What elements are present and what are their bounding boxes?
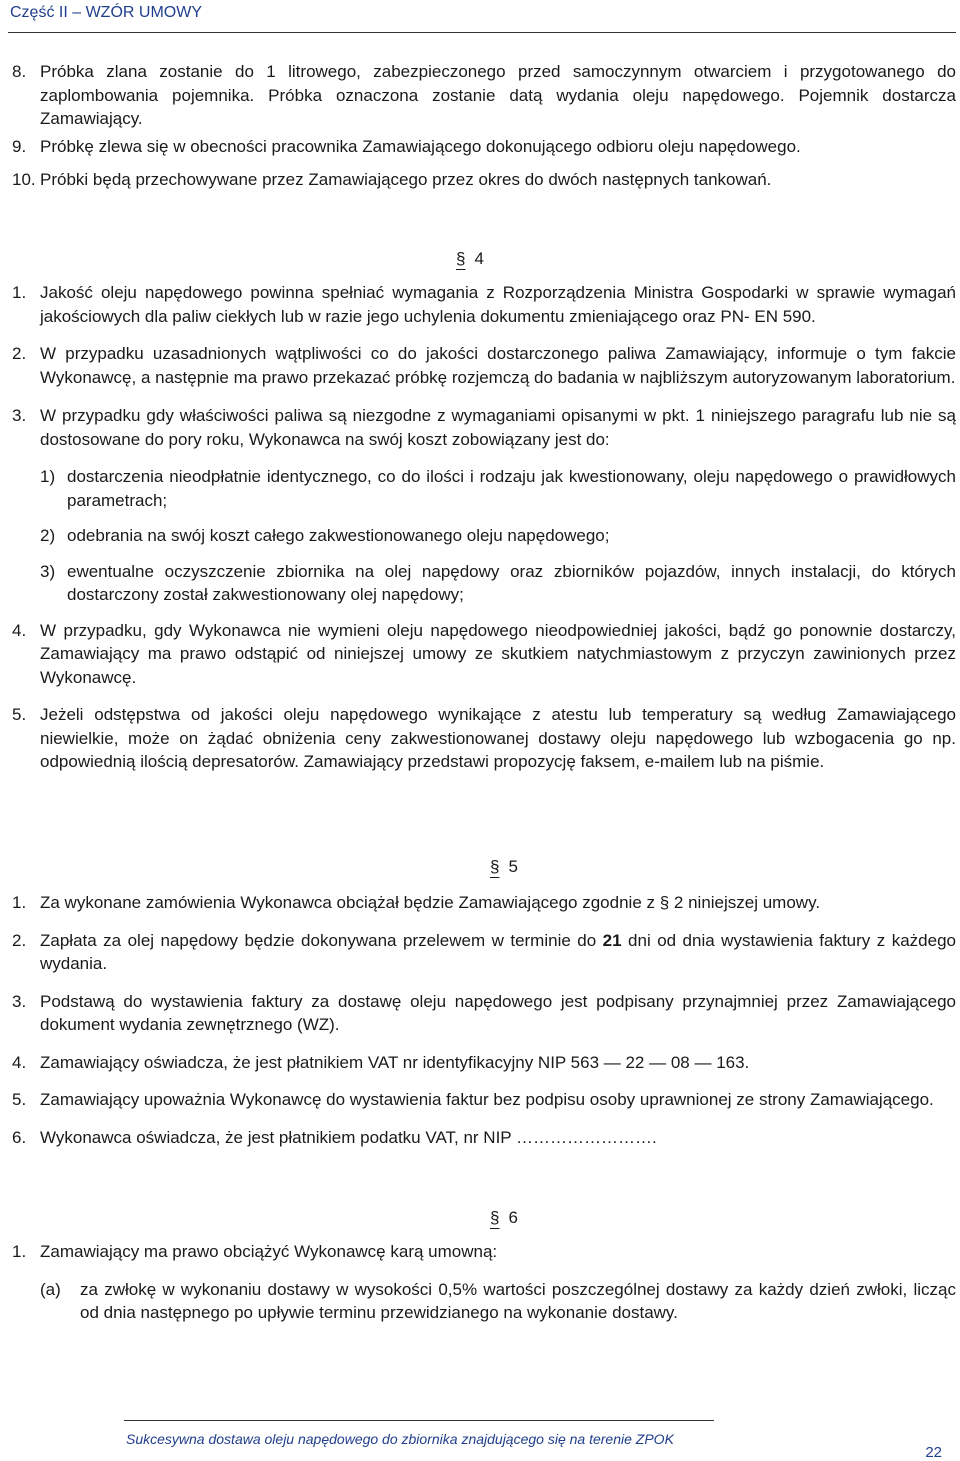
- list-item: [0, 60, 960, 131]
- header-divider: [8, 32, 956, 33]
- item-text: Wykonawca oświadcza, że jest płatnikiem podatku VAT, nr NIP …………………….: [40, 1127, 657, 1147]
- list-item: [0, 342, 960, 389]
- section-number: 4: [474, 249, 484, 268]
- item-number: 4.: [12, 620, 27, 640]
- item-text: Za wykonane zamówienia Wykonawca obciążał będzie Zamawiającego zgodnie z § 2 niniejszej umowy.: [40, 893, 821, 912]
- item-number: 5.: [12, 1090, 27, 1109]
- list-item: [0, 135, 960, 159]
- item-text: Jeżeli odstępstwa od jakości oleju napędowego wynikające z atestu lub temperatury są według Zamawiającego niewielkie, może on żądać obniżenia ceny zakwestionowanej dostawy oleju napędowego lub wzbogacenia go np. odpowiednią ilością depresatorów. Zamawiający przedstawi propozycję faksem, e-mailem lub na piśmie.: [40, 705, 956, 771]
- sub-list-item: [0, 524, 960, 548]
- payment-days: 21: [602, 930, 622, 950]
- list-item: [0, 404, 960, 451]
- item-text: za zwłokę w wykonaniu dostawy w wysokości 0,5% wartości poszczególnej dostawy za każdy dzień zwłoki, licząc od dnia następnego po upływie terminu przewidzianego na wykonanie dostawy.: [80, 1279, 956, 1322]
- item-number: 2): [40, 526, 56, 545]
- list-item: [0, 281, 960, 328]
- footer-divider: [124, 1420, 714, 1421]
- item-text: W przypadku, gdy Wykonawca nie wymieni oleju napędowego nieodpowiedniej jakości, bądź go ponownie dostarczy, Zamawiający ma prawo odstąpić od niniejszej umowy ze skutkiem natychmiastowym z przyczyn zawinionych przez Wykonawcę.: [40, 620, 956, 687]
- paragraph-sign: §: [456, 249, 466, 268]
- item-text: W przypadku gdy właściwości paliwa są niezgodne z wymaganiami opisanymi w pkt. 1 niniejszego paragrafu lub nie są dostosowane do pory roku, Wykonawca na swój koszt zobowiązany jest do:: [40, 406, 956, 449]
- item-number: 9.: [12, 136, 27, 156]
- item-number: 2.: [12, 930, 27, 950]
- item-number: 1.: [12, 283, 27, 302]
- section-heading-4: [456, 248, 484, 270]
- item-number: 1.: [12, 1242, 27, 1261]
- item-text: dni od dnia wystawienia faktury z każdego wydania.: [40, 930, 956, 973]
- section-heading-6: [490, 1207, 518, 1229]
- item-number: 6.: [12, 1127, 27, 1147]
- list-item: [0, 1126, 960, 1150]
- item-text: Podstawą do wystawienia faktury za dostawę oleju napędowego jest podpisany przynajmniej przez Zamawiającego dokument wydania zewnętrznego (WZ).: [40, 991, 956, 1034]
- section-number: 5: [508, 857, 518, 876]
- item-number: 5.: [12, 705, 27, 724]
- footer-text: Sukcesywna dostawa oleju napędowego do zbiornika znajdującego się na terenie ZPOK: [126, 1431, 674, 1447]
- item-text: Jakość oleju napędowego powinna spełniać wymagania z Rozporządzenia Ministra Gospodarki w sprawie wymagań jakościowych dla paliw ciekłych lub w razie jego uchylenia dokumentu zmieniającego oraz PN- EN 590.: [40, 283, 956, 326]
- section-heading-5: [490, 856, 518, 878]
- item-number: 3.: [12, 991, 27, 1011]
- sub-list-item: [0, 1278, 960, 1325]
- item-text: Zapłata za olej napędowy będzie dokonywana przelewem w terminie do: [40, 930, 603, 950]
- sub-list-item: [0, 465, 960, 512]
- item-number: (a): [40, 1279, 61, 1299]
- list-item: [0, 929, 960, 976]
- item-text: dostarczenia nieodpłatnie identycznego, co do ilości i rodzaju jak kwestionowany, oleju napędowego o prawidłowych parametrach;: [67, 467, 956, 510]
- list-item: [0, 891, 960, 915]
- list-item: [0, 1240, 960, 1264]
- item-text: W przypadku uzasadnionych wątpliwości co do jakości dostarczonego paliwa Zamawiający, informuje o tym fakcie Wykonawcę, a następnie ma prawo przekazać próbkę rozjemczą do badania w najbliższym autoryzowanym laboratorium.: [40, 344, 956, 387]
- item-text: Zamawiający upoważnia Wykonawcę do wystawienia faktur bez podpisu osoby uprawnionej ze strony Zamawiającego.: [40, 1090, 934, 1109]
- paragraph-sign: §: [490, 1208, 500, 1227]
- page-number: 22: [925, 1444, 942, 1461]
- item-text: Próbki będą przechowywane przez Zamawiającego przez okres do dwóch następnych tankowań.: [40, 170, 772, 189]
- item-text: odebrania na swój koszt całego zakwestionowanego oleju napędowego;: [67, 526, 610, 545]
- section-number: 6: [508, 1208, 518, 1227]
- item-number: 3): [40, 561, 56, 581]
- list-item: [0, 703, 960, 774]
- sub-list-item: [0, 560, 960, 607]
- item-text: ewentualne oczyszczenie zbiornika na olej napędowy oraz zbiorników pojazdów, innych instalacji, do których dostarczony został zakwestionowany olej napędowy;: [67, 561, 956, 604]
- item-text: Próbka zlana zostanie do 1 litrowego, zabezpieczonego przed samoczynnym otwarciem i przygotowanego do zaplombowania pojemnika. Próbka oznaczona zostanie datą wydania oleju napędowego. Pojemnik dostarcza Zamawiający.: [40, 62, 956, 128]
- item-text: Próbkę zlewa się w obecności pracownika Zamawiającego dokonującego odbioru oleju napędowego.: [40, 136, 801, 156]
- paragraph-sign: §: [490, 857, 500, 876]
- list-item: [0, 619, 960, 690]
- item-number: 1.: [12, 893, 27, 912]
- item-number: 4.: [12, 1052, 27, 1072]
- item-number: 3.: [12, 406, 27, 425]
- list-item: [0, 1088, 960, 1112]
- document-body: [0, 60, 960, 1322]
- list-item: [0, 990, 960, 1037]
- list-item: [0, 1051, 960, 1075]
- item-number: 8.: [12, 62, 27, 81]
- header-title: Część II – WZÓR UMOWY: [10, 4, 202, 21]
- item-number: 1): [40, 467, 56, 486]
- item-number: 2.: [12, 344, 27, 363]
- item-number: 10.: [12, 170, 36, 189]
- list-item: [0, 168, 960, 192]
- item-text: Zamawiający oświadcza, że jest płatnikiem VAT nr identyfikacyjny NIP 563 — 22 — 08 — 163.: [40, 1052, 750, 1072]
- item-text: Zamawiający ma prawo obciążyć Wykonawcę karą umowną:: [40, 1242, 498, 1261]
